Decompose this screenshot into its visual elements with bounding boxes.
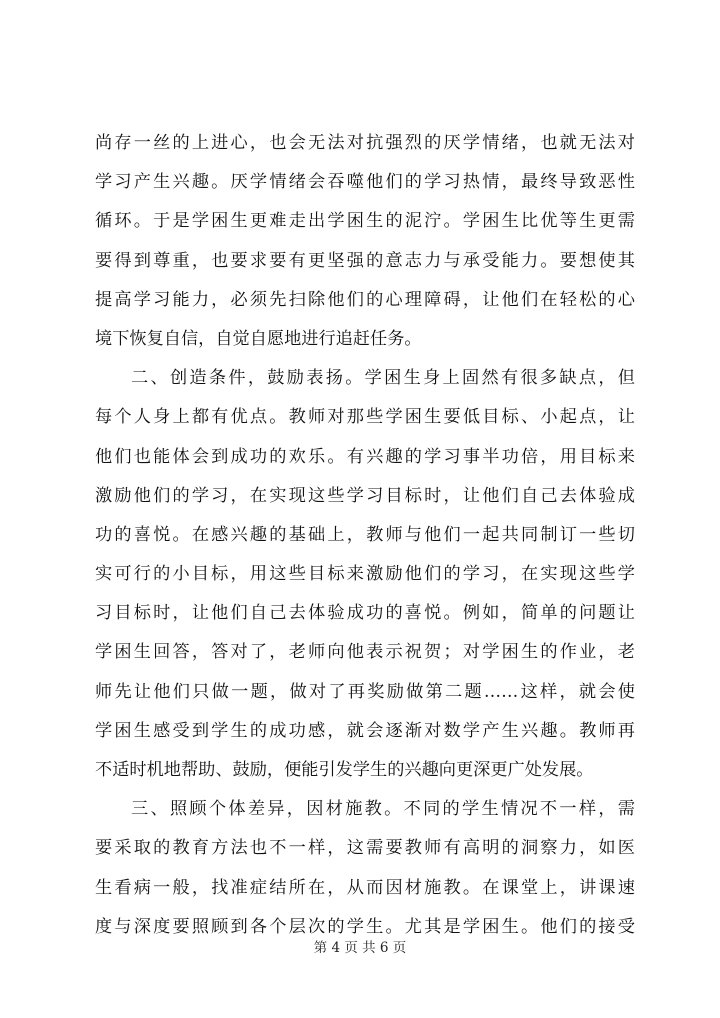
- text-line: 尚存一丝的上进心，也会无法对抗强烈的厌学情绪，也就无法对: [95, 133, 635, 153]
- text-line: 提高学习能力，必须先扫除他们的心理障碍，让他们在轻松的心: [95, 289, 635, 310]
- text-line: 实可行的小目标，用这些目标来激励他们的学习，在实现这些学: [95, 564, 635, 585]
- text-line: 三、照顾个体差异，因材施教。不同的学生情况不一样，需: [131, 799, 635, 820]
- paragraph-2: [95, 359, 635, 790]
- text-line: 要采取的教育方法也不一样，这需要教师有高明的洞察力，如医: [95, 838, 635, 859]
- text-line: 学困生感受到学生的成功感，就会逐渐对数学产生兴趣。教师再: [95, 720, 635, 741]
- text-line: 学习产生兴趣。厌学情绪会吞噬他们的学习热情，最终导致恶性: [95, 172, 635, 193]
- text-line: 生看病一般，找准症结所在，从而因材施教。在课堂上，讲课速: [95, 877, 635, 898]
- text-line: 功的喜悦。在感兴趣的基础上，教师与他们一起共同制订一些切: [95, 524, 635, 545]
- text-line: 学困生回答，答对了，老师向他表示祝贺；对学困生的作业，老: [95, 642, 635, 663]
- text-line: 循环。于是学困生更难走出学困生的泥泞。学困生比优等生更需: [95, 211, 635, 232]
- text-line: 师先让他们只做一题，做对了再奖励做第二题……这样，就会使: [95, 681, 635, 702]
- text-line: 他们也能体会到成功的欢乐。有兴趣的学习事半功倍，用目标来: [95, 446, 635, 467]
- paragraph-3: [95, 790, 635, 947]
- text-line: 度与深度要照顾到各个层次的学生。尤其是学困生。他们的接受: [95, 916, 635, 937]
- text-line: 境下恢复自信，自觉自愿地进行追赶任务。: [95, 328, 422, 349]
- text-line: 每个人身上都有优点。教师对那些学困生要低目标、小起点，让: [95, 407, 635, 428]
- text-line: 不适时机地帮助、鼓励，便能引发学生的兴趣向更深更广处发展。: [95, 760, 594, 780]
- page-number-label: 第 4 页 共 6 页: [313, 940, 407, 956]
- body-text: [95, 124, 635, 947]
- text-line: 习目标时，让他们自己去体验成功的喜悦。例如，简单的问题让: [95, 603, 635, 624]
- text-line: 二、创造条件，鼓励表扬。学困生身上固然有很多缺点，但: [131, 368, 635, 389]
- paragraph-1: [95, 124, 635, 359]
- text-line: 要得到尊重，也要求要有更坚强的意志力与承受能力。要想使其: [95, 250, 635, 271]
- text-line: 激励他们的学习，在实现这些学习目标时，让他们自己去体验成: [95, 485, 635, 506]
- page-footer: [0, 938, 720, 958]
